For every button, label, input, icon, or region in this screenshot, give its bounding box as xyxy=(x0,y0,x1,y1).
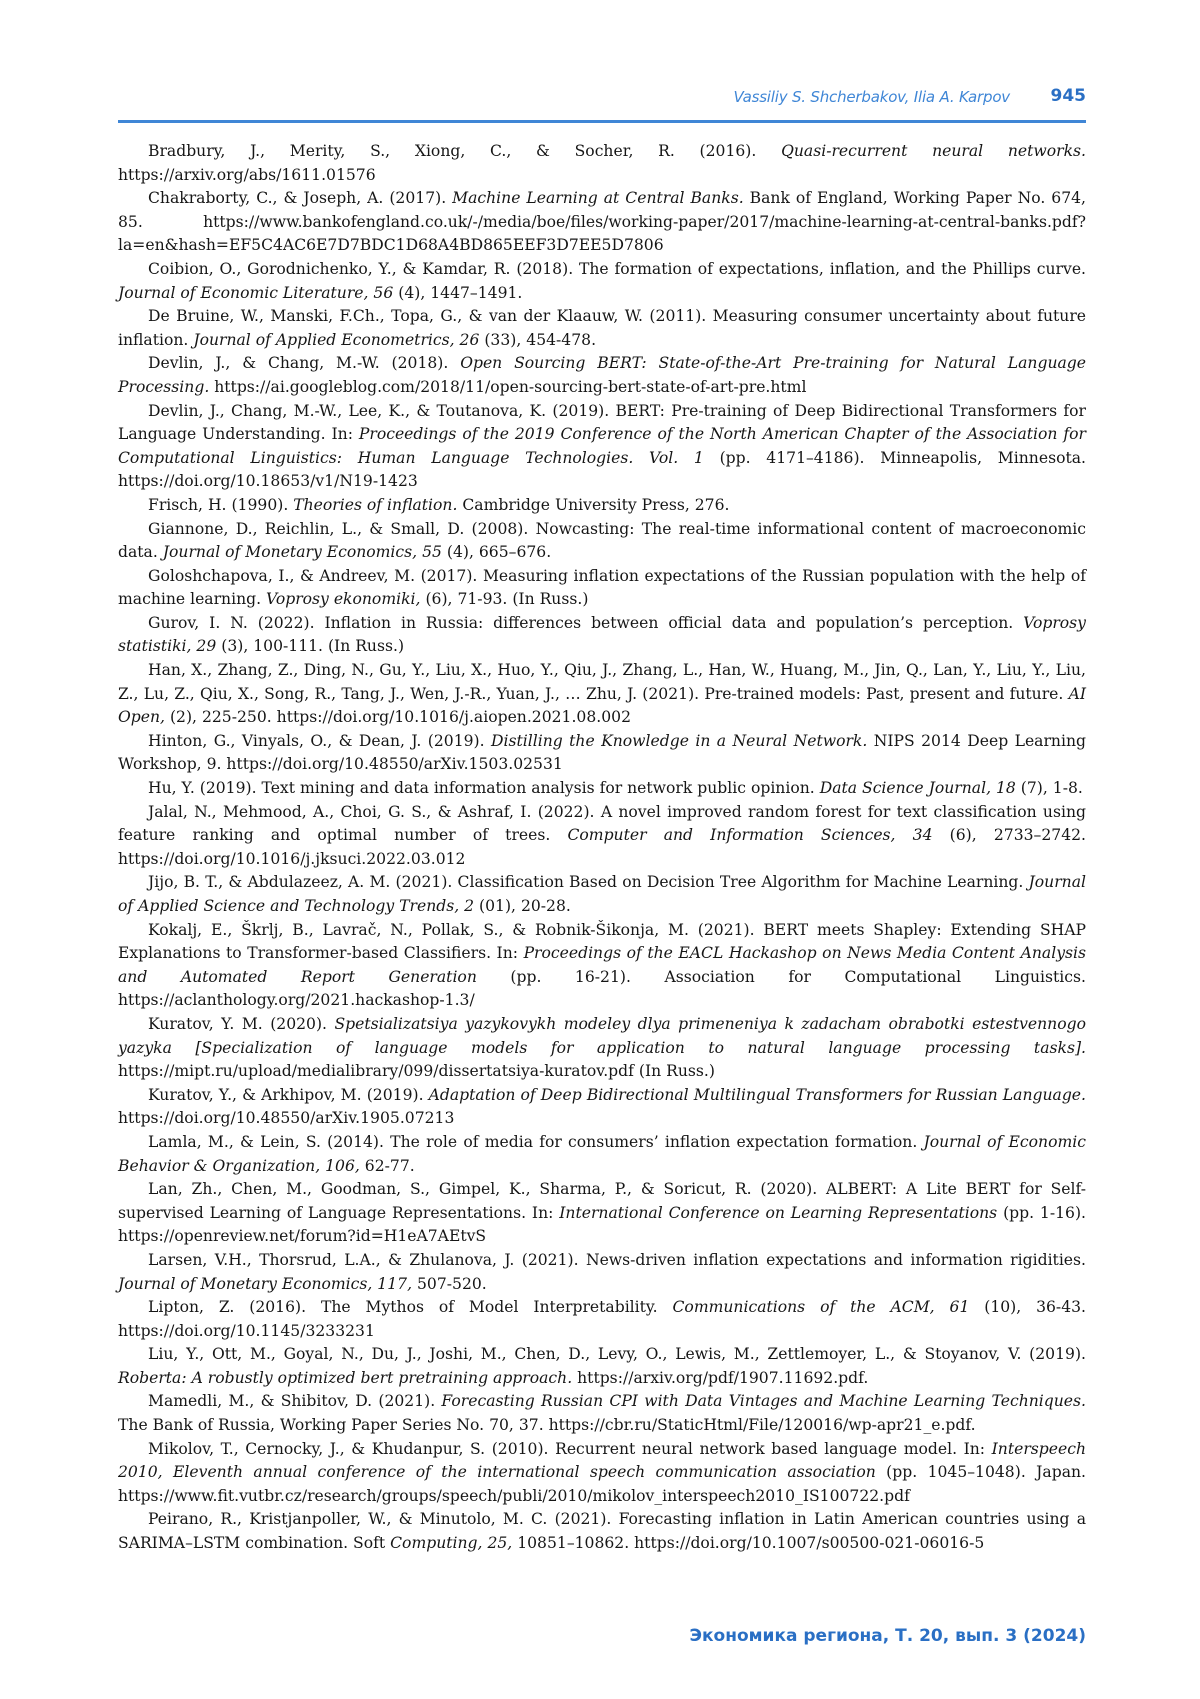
reference-entry xyxy=(118,659,1086,730)
reference-details: The Bank of Russia, Working Paper Series No. 70, 37. https://cbr.ru/StaticHtml/File/120016/wp-apr21_e.pdf. xyxy=(118,1416,976,1434)
reference-entry xyxy=(118,871,1086,918)
reference-text: Kuratov, Y., & Arkhipov, M. (2019). xyxy=(148,1086,429,1104)
reference-entry xyxy=(118,140,1086,187)
reference-entry xyxy=(118,777,1086,801)
reference-details: (pp. 1045–1048). Japan. https://www.fit.vutbr.cz/research/groups/speech/publi/2010/mikolov_interspeech2010_IS100722.pdf xyxy=(118,1463,1086,1505)
reference-text: Jalal, N., Mehmood, A., Choi, G. S., & Ashraf, I. (2022). A novel improved random forest for text classification using feature ranking and optimal number of trees. xyxy=(118,803,1086,845)
reference-source: Journal of Monetary Economics, 117, xyxy=(118,1275,412,1293)
reference-text: Larsen, V.H., Thorsrud, L.A., & Zhulanova, J. (2021). News-driven inflation expectations and information rigidities. xyxy=(148,1251,1086,1269)
reference-entry xyxy=(118,1131,1086,1178)
reference-details: (pp. 16-21). Association for Computational Linguistics. https://aclanthology.org/2021.hackashop-1.3/ xyxy=(118,968,1086,1010)
reference-details: 507-520. xyxy=(412,1275,487,1293)
reference-text: Lan, Zh., Chen, M., Goodman, S., Gimpel, K., Sharma, P., & Soricut, R. (2020). ALBERT: A Lite BERT for Self-supervised Learning of Language Representations. In: xyxy=(118,1180,1086,1222)
reference-entry xyxy=(118,1343,1086,1390)
reference-source: Roberta: A robustly optimized bert pretraining approach. xyxy=(118,1369,572,1387)
reference-source: Journal of Economic Literature, 56 xyxy=(118,284,393,302)
reference-source: Journal of Economic Behavior & Organization, 106, xyxy=(118,1133,1086,1175)
reference-entry xyxy=(118,518,1086,565)
reference-text: Lamla, M., & Lein, S. (2014). The role of media for consumers’ inflation expectation formation. xyxy=(148,1133,924,1151)
reference-source: Journal of Monetary Economics, 55 xyxy=(163,543,442,561)
reference-source: Open Sourcing BERT: State-of-the-Art Pre-training for Natural Language Processing. xyxy=(118,354,1086,396)
reference-details: (33), 454-478. xyxy=(479,331,596,349)
reference-text: Han, X., Zhang, Z., Ding, N., Gu, Y., Liu, X., Huo, Y., Qiu, J., Zhang, L., Han, W., Huang, M., Jin, Q., Lan, Y., Liu, Y., Liu, Z., Lu, Z., Qiu, X., Song, R., Tang, J., Wen, J.-R., Yuan, J., … Zhu, J. (2021). Pre-trained models: Past, present and future. xyxy=(118,661,1086,703)
reference-entry xyxy=(118,565,1086,612)
reference-details: https://arxiv.org/abs/1611.01576 xyxy=(118,166,376,184)
reference-source: Spetsializatsiya yazykovykh modeley dlya primeneniya k zadacham obrabotki estestvennogo yazyka [Specialization of language models for application to natural language processing tasks]. xyxy=(118,1015,1086,1057)
reference-entry xyxy=(118,1084,1086,1131)
reference-text: Peirano, R., Kristjanpoller, W., & Minutolo, M. C. (2021). Forecasting inflation in Latin American countries using a SARIMA–LSTM combination. Soft xyxy=(118,1510,1086,1552)
reference-entry xyxy=(118,187,1086,258)
reference-details: Bank of England, Working Paper No. 674, 85. https://www.bankofengland.co.uk/-/media/boe/files/working-paper/2017/machine-learning-at-central-banks.pdf?la=en&hash=EF5C4AC6E7D7BDC1D68A4BD865EEF3D7EE5D7806 xyxy=(118,189,1086,254)
reference-text: Giannone, D., Reichlin, L., & Small, D. (2008). Nowcasting: The real-time informational content of macroeconomic data. xyxy=(118,520,1086,562)
reference-details: https://doi.org/10.48550/arXiv.1905.07213 xyxy=(118,1109,454,1127)
reference-entry xyxy=(118,1013,1086,1084)
reference-details: https://ai.googleblog.com/2018/11/open-sourcing-bert-state-of-art-pre.html xyxy=(209,378,806,396)
reference-entry xyxy=(118,1390,1086,1437)
reference-source: Voprosy ekonomiki, xyxy=(266,590,420,608)
reference-details: Cambridge University Press, 276. xyxy=(457,496,729,514)
reference-entry xyxy=(118,494,1086,518)
reference-details: (pp. 1-16). https://openreview.net/forum?id=H1eA7AEtvS xyxy=(118,1204,1086,1246)
reference-list xyxy=(118,140,1086,1556)
reference-details: NIPS 2014 Deep Learning Workshop, 9. https://doi.org/10.48550/arXiv.1503.02531 xyxy=(118,732,1086,774)
reference-entry xyxy=(118,305,1086,352)
reference-source: Forecasting Russian CPI with Data Vintages and Machine Learning Techniques. xyxy=(441,1392,1086,1410)
reference-details: (4), 1447–1491. xyxy=(393,284,522,302)
reference-source: Distilling the Knowledge in a Neural Network. xyxy=(491,732,867,750)
reference-entry xyxy=(118,612,1086,659)
page-number: 945 xyxy=(1051,86,1087,106)
reference-text: Chakraborty, C., & Joseph, A. (2017). xyxy=(148,189,452,207)
reference-details: (4), 665–676. xyxy=(442,543,551,561)
reference-details: (6), 2733–2742. https://doi.org/10.1016/j.jksuci.2022.03.012 xyxy=(118,826,1086,868)
reference-source: Theories of inflation. xyxy=(293,496,457,514)
reference-entry xyxy=(118,1296,1086,1343)
reference-details: 10851–10862. https://doi.org/10.1007/s00500-021-06016-5 xyxy=(512,1534,984,1552)
reference-details: https://mipt.ru/upload/medialibrary/099/dissertatsiya-kuratov.pdf (In Russ.) xyxy=(118,1062,715,1080)
reference-entry xyxy=(118,1438,1086,1509)
reference-source: Data Science Journal, 18 xyxy=(820,779,1016,797)
reference-text: Frisch, H. (1990). xyxy=(148,496,293,514)
reference-entry xyxy=(118,730,1086,777)
header-authors: Vassiliy S. Shcherbakov, Ilia A. Karpov xyxy=(733,88,1010,106)
reference-details: (pp. 4171–4186). Minneapolis, Minnesota. https://doi.org/10.18653/v1/N19-1423 xyxy=(118,449,1086,491)
reference-entry xyxy=(118,400,1086,494)
reference-source: AI Open, xyxy=(118,685,1086,727)
reference-text: Mamedli, M., & Shibitov, D. (2021). xyxy=(148,1392,441,1410)
reference-entry xyxy=(118,919,1086,1013)
reference-source: Interspeech 2010, Eleventh annual conference of the international speech communication association xyxy=(118,1440,1086,1482)
reference-details: https://arxiv.org/pdf/1907.11692.pdf. xyxy=(572,1369,868,1387)
reference-details: (2), 225-250. https://doi.org/10.1016/j.aiopen.2021.08.002 xyxy=(165,708,631,726)
reference-source: Journal of Applied Econometrics, 26 xyxy=(193,331,479,349)
reference-source: Machine Learning at Central Banks. xyxy=(452,189,744,207)
page xyxy=(0,0,1200,1699)
reference-text: Jijo, B. T., & Abdulazeez, A. M. (2021). Classification Based on Decision Tree Algorithm for Machine Learning. xyxy=(148,873,1029,891)
reference-text: Hinton, G., Vinyals, O., & Dean, J. (2019). xyxy=(148,732,491,750)
reference-source: Communications of the ACM, 61 xyxy=(673,1298,970,1316)
reference-text: Goloshchapova, I., & Andreev, M. (2017). Measuring inflation expectations of the Russian population with the help of machine learning. xyxy=(118,567,1086,609)
reference-text: De Bruine, W., Manski, F.Ch., Topa, G., & van der Klaauw, W. (2011). Measuring consumer uncertainty about future inflation. xyxy=(118,307,1086,349)
reference-source: Proceedings of the 2019 Conference of the North American Chapter of the Association for Computational Linguistics: Human Language Technologies. Vol. 1 xyxy=(118,425,1086,467)
reference-entry xyxy=(118,258,1086,305)
reference-text: Gurov, I. N. (2022). Inflation in Russia: differences between official data and population’s perception. xyxy=(148,614,1023,632)
reference-details: (7), 1-8. xyxy=(1016,779,1083,797)
reference-entry xyxy=(118,801,1086,872)
reference-text: Kuratov, Y. M. (2020). xyxy=(148,1015,334,1033)
reference-source: Voprosy statistiki, 29 xyxy=(118,614,1086,656)
reference-details: (6), 71-93. (In Russ.) xyxy=(421,590,589,608)
reference-text: Kokalj, E., Škrlj, B., Lavrač, N., Pollak, S., & Robnik-Šikonja, M. (2021). BERT meets Shapley: Extending SHAP Explanations to Transformer-based Classifiers. In: xyxy=(118,921,1086,963)
reference-details: (01), 20-28. xyxy=(474,897,571,915)
reference-text: Hu, Y. (2019). Text mining and data information analysis for network public opinion. xyxy=(148,779,820,797)
reference-text: Lipton, Z. (2016). The Mythos of Model Interpretability. xyxy=(148,1298,673,1316)
reference-source: Journal of Applied Science and Technology Trends, 2 xyxy=(118,873,1086,915)
reference-details: 62-77. xyxy=(360,1157,415,1175)
reference-source: Computer and Information Sciences, 34 xyxy=(567,826,932,844)
reference-entry xyxy=(118,1178,1086,1249)
reference-source: Adaptation of Deep Bidirectional Multilingual Transformers for Russian Language. xyxy=(429,1086,1086,1104)
reference-entry xyxy=(118,1249,1086,1296)
reference-text: Coibion, O., Gorodnichenko, Y., & Kamdar, R. (2018). The formation of expectations, inflation, and the Phillips curve. xyxy=(148,260,1086,278)
running-header xyxy=(118,86,1086,123)
reference-entry xyxy=(118,352,1086,399)
reference-text: Devlin, J., & Chang, M.-W. (2018). xyxy=(148,354,460,372)
reference-text: Liu, Y., Ott, M., Goyal, N., Du, J., Joshi, M., Chen, D., Levy, O., Lewis, M., Zettlemoyer, L., & Stoyanov, V. (2019). xyxy=(148,1345,1086,1363)
reference-details: (10), 36-43. https://doi.org/10.1145/3233231 xyxy=(118,1298,1086,1340)
reference-source: Quasi-recurrent neural networks. xyxy=(781,142,1086,160)
reference-text: Mikolov, T., Cernocky, J., & Khudanpur, S. (2010). Recurrent neural network based language model. In: xyxy=(148,1440,992,1458)
reference-text: Bradbury, J., Merity, S., Xiong, C., & Socher, R. (2016). xyxy=(148,142,781,160)
reference-source: Proceedings of the EACL Hackashop on News Media Content Analysis and Automated Report Generation xyxy=(118,944,1086,986)
reference-details: (3), 100-111. (In Russ.) xyxy=(216,637,404,655)
reference-entry xyxy=(118,1508,1086,1555)
reference-source: Computing, 25, xyxy=(390,1534,512,1552)
reference-source: International Conference on Learning Representations xyxy=(559,1204,997,1222)
journal-footer: Экономика региона, Т. 20, вып. 3 (2024) xyxy=(690,1626,1086,1646)
reference-text: Devlin, J., Chang, M.-W., Lee, K., & Toutanova, K. (2019). BERT: Pre-training of Deep Bidirectional Transformers for Language Understanding. In: xyxy=(118,402,1086,444)
